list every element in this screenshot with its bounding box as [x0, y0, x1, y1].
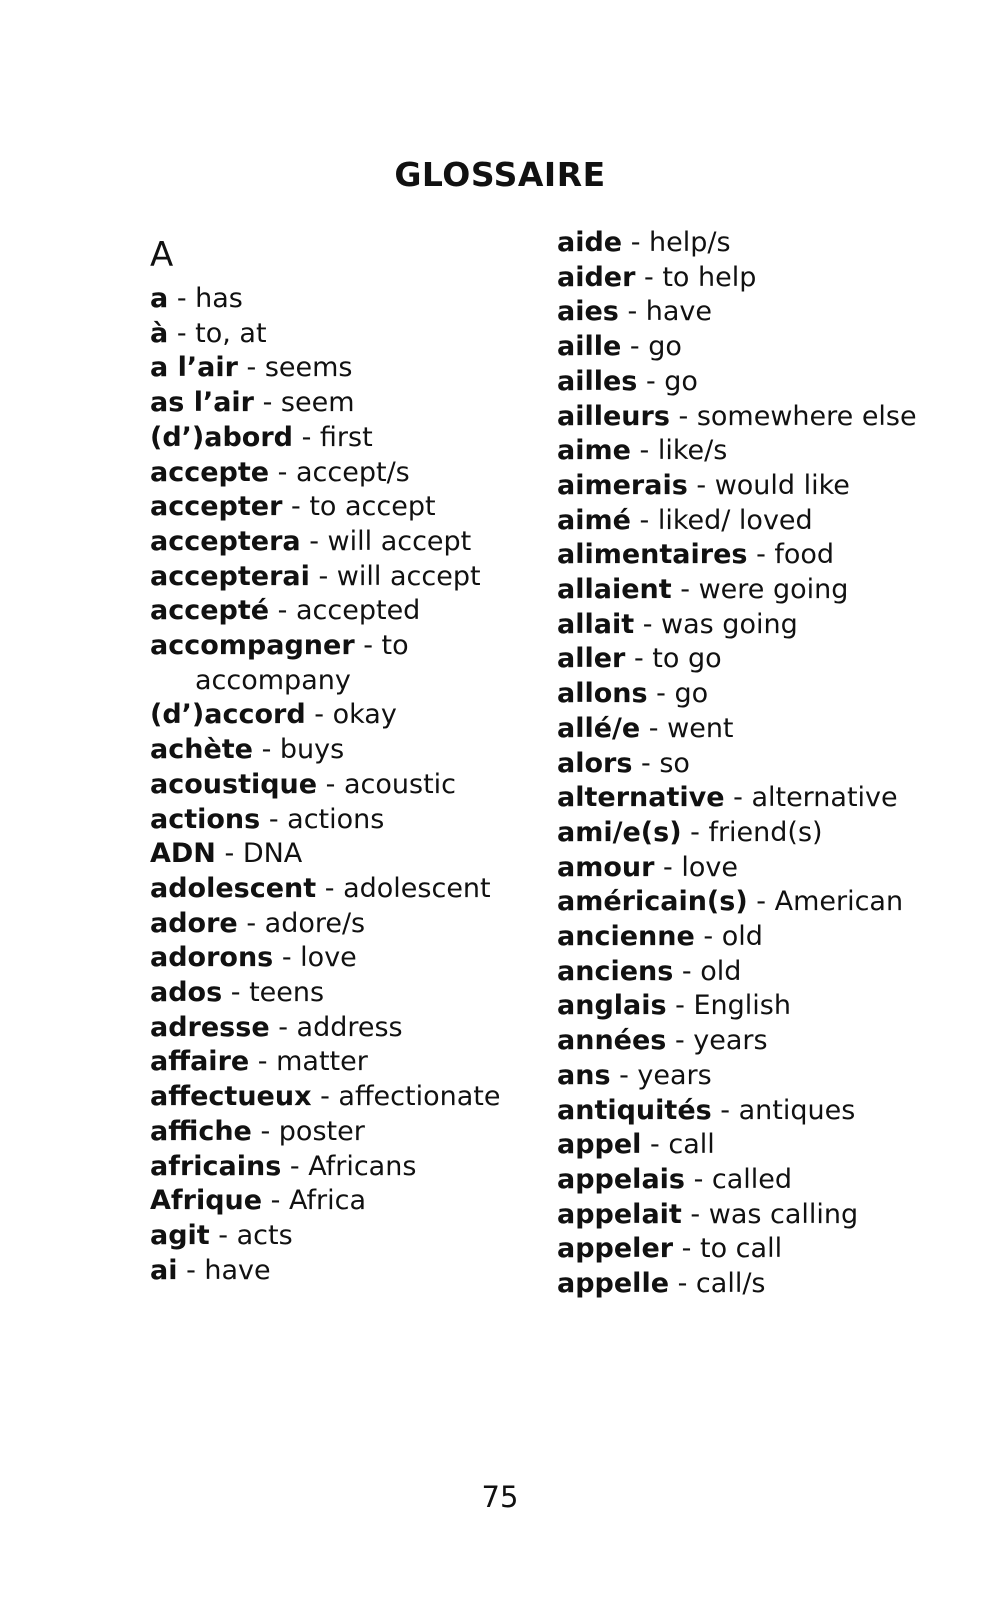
- glossary-entry: [150, 1150, 570, 1185]
- glossary-term: alors: [557, 747, 633, 779]
- glossary-entry: [557, 538, 977, 573]
- glossary-definition: - first: [293, 421, 373, 453]
- glossary-term: ans: [557, 1059, 611, 1091]
- glossary-definition: - liked/ loved: [630, 504, 813, 536]
- glossary-entry: [150, 976, 570, 1011]
- glossary-entry: [150, 733, 570, 768]
- glossary-definition: - so: [632, 747, 690, 779]
- glossary-definition: - would like: [687, 469, 850, 501]
- glossary-entry: [150, 698, 570, 733]
- glossary-term: adore: [150, 907, 238, 939]
- glossary-entry: [557, 920, 977, 955]
- glossary-term: ailleurs: [557, 400, 670, 432]
- glossary-entry: [150, 351, 570, 386]
- glossary-definition: - has: [168, 283, 243, 314]
- glossary-term: appelais: [557, 1163, 685, 1195]
- glossary-entry: [557, 1059, 977, 1094]
- glossary-entry: [150, 456, 570, 491]
- glossary-entry: [557, 573, 977, 608]
- glossary-entry: [150, 941, 570, 976]
- glossary-term: ai: [150, 1254, 178, 1286]
- glossary-definition: - to call: [673, 1233, 783, 1265]
- glossary-term: anciens: [557, 955, 674, 987]
- glossary-term: aide: [557, 227, 623, 258]
- glossary-entry: [557, 989, 977, 1024]
- glossary-term: acceptera: [150, 525, 301, 557]
- glossary-definition: - years: [666, 1025, 768, 1057]
- glossary-term: adorons: [150, 942, 274, 974]
- glossary-entry: [557, 400, 977, 435]
- glossary-term: ados: [150, 977, 223, 1009]
- section-letter: A: [150, 235, 174, 275]
- glossary-definition: - poster: [251, 1115, 365, 1147]
- glossary-term: adresse: [150, 1011, 270, 1043]
- glossary-term: adolescent: [150, 872, 317, 904]
- glossary-term: allons: [557, 678, 648, 710]
- glossary-definition: - food: [747, 539, 835, 571]
- glossary-term: allé/e: [557, 712, 641, 744]
- glossary-term: appel: [557, 1129, 642, 1161]
- glossary-definition: - seems: [237, 352, 353, 384]
- glossary-entry: [557, 1094, 977, 1129]
- glossary-definition: - love: [654, 851, 738, 883]
- glossary-term: aimerais: [557, 469, 688, 501]
- glossary-entry: [150, 768, 570, 803]
- glossary-definition: - buys: [252, 734, 345, 766]
- glossary-entry: [557, 1163, 977, 1198]
- glossary-term: affiche: [150, 1115, 252, 1147]
- glossary-definition: - actions: [260, 803, 385, 835]
- glossary-entry: [557, 1198, 977, 1233]
- glossary-definition: - to go: [625, 643, 722, 675]
- glossary-entry: [150, 872, 570, 907]
- glossary-entry: [557, 1128, 977, 1163]
- glossary-term: antiquités: [557, 1094, 712, 1126]
- glossary-entry: [150, 629, 570, 698]
- glossary-definition: - American: [747, 886, 904, 918]
- glossary-term: américain(s): [557, 886, 748, 918]
- glossary-entry: [557, 226, 977, 261]
- glossary-entry: [557, 365, 977, 400]
- glossary-definition: - seem: [254, 387, 355, 419]
- glossary-entry: [557, 816, 977, 851]
- glossary-entry: [557, 261, 977, 296]
- glossary-definition: - okay: [305, 699, 397, 731]
- glossary-entry: [150, 525, 570, 560]
- glossary-term: aies: [557, 296, 619, 328]
- glossary-definition: - adolescent: [316, 872, 491, 904]
- glossary-term: alimentaires: [557, 539, 748, 571]
- glossary-term: (d’)abord: [150, 421, 294, 453]
- page-title: GLOSSAIRE: [394, 155, 606, 194]
- left-entry-list: [150, 282, 570, 1288]
- glossary-entry: [150, 421, 570, 456]
- glossary-definition: - adore/s: [237, 907, 366, 939]
- glossary-definition: - old: [694, 921, 763, 953]
- glossary-definition: - have: [618, 296, 713, 328]
- glossary-entry: [557, 677, 977, 712]
- glossary-entry: [557, 1232, 977, 1267]
- glossary-entry: [150, 317, 570, 352]
- glossary-definition: - call: [641, 1129, 715, 1161]
- glossary-term: affaire: [150, 1046, 250, 1078]
- glossary-term: as l’air: [150, 387, 254, 419]
- glossary-definition: - to accompany: [195, 630, 409, 696]
- glossary-term: aille: [557, 331, 622, 363]
- glossary-entry: [557, 885, 977, 920]
- glossary-definition: - address: [269, 1011, 403, 1043]
- glossary-entry: [150, 1080, 570, 1115]
- glossary-term: accepterai: [150, 560, 310, 592]
- glossary-term: a l’air: [150, 352, 238, 384]
- glossary-definition: - English: [666, 990, 791, 1022]
- glossary-definition: - Africa: [262, 1185, 366, 1217]
- glossary-definition: - go: [621, 331, 682, 363]
- glossary-term: ancienne: [557, 921, 695, 953]
- glossary-definition: - call/s: [669, 1268, 766, 1300]
- glossary-term: allaient: [557, 574, 672, 606]
- glossary-definition: - somewhere else: [669, 400, 917, 432]
- glossary-definition: - old: [673, 955, 742, 987]
- glossary-definition: - was calling: [681, 1198, 859, 1230]
- glossary-term: Afrique: [150, 1185, 263, 1217]
- right-entry-list: [557, 226, 977, 1302]
- glossary-definition: - to help: [635, 261, 757, 293]
- glossary-definition: - acts: [209, 1219, 293, 1251]
- glossary-term: acoustique: [150, 768, 318, 800]
- glossary-definition: - will accept: [309, 560, 481, 592]
- glossary-term: a: [150, 283, 169, 314]
- glossary-entry: [557, 955, 977, 990]
- glossary-left-column: [150, 230, 570, 1288]
- glossary-entry: [150, 837, 570, 872]
- glossary-term: agit: [150, 1219, 210, 1251]
- glossary-entry: [557, 504, 977, 539]
- glossary-term: accepté: [150, 595, 270, 627]
- glossary-entry: [150, 1011, 570, 1046]
- glossary-definition: - go: [637, 365, 698, 397]
- glossary-definition: - accept/s: [269, 456, 410, 488]
- glossary-term: achète: [150, 734, 253, 766]
- glossary-entry: [150, 1045, 570, 1080]
- glossary-entry: [150, 1254, 570, 1289]
- glossary-entry: [557, 330, 977, 365]
- glossary-definition: - DNA: [215, 838, 303, 870]
- glossary-definition: - went: [640, 712, 734, 744]
- glossary-entry: [150, 490, 570, 525]
- glossary-entry: [557, 1024, 977, 1059]
- glossary-definition: - friend(s): [681, 816, 823, 848]
- glossary-entry: [557, 712, 977, 747]
- glossary-definition: - teens: [222, 977, 325, 1009]
- glossary-definition: - have: [177, 1254, 271, 1286]
- glossary-entry: [557, 642, 977, 677]
- glossary-right-column: [557, 226, 977, 1302]
- glossary-term: aller: [557, 643, 626, 675]
- glossary-term: (d’)accord: [150, 699, 306, 731]
- glossary-entry: [150, 1115, 570, 1150]
- glossary-definition: - Africans: [281, 1150, 417, 1182]
- glossary-entry: [150, 560, 570, 595]
- glossary-term: appelait: [557, 1198, 682, 1230]
- glossary-definition: - accepted: [269, 595, 421, 627]
- glossary-entry: [557, 295, 977, 330]
- glossary-term: affectueux: [150, 1081, 312, 1113]
- glossary-definition: - help/s: [622, 227, 731, 258]
- glossary-entry: [150, 1219, 570, 1254]
- glossary-definition: - called: [685, 1163, 793, 1195]
- glossary-entry: [557, 1267, 977, 1302]
- glossary-definition: - to accept: [282, 491, 436, 523]
- glossary-term: aimé: [557, 504, 631, 536]
- glossary-term: allait: [557, 608, 635, 640]
- glossary-term: à: [150, 317, 169, 349]
- glossary-term: aime: [557, 435, 631, 467]
- glossary-definition: - will accept: [300, 525, 472, 557]
- glossary-term: ADN: [150, 838, 216, 870]
- glossary-term: alternative: [557, 782, 725, 814]
- glossary-term: aider: [557, 261, 636, 293]
- glossary-entry: [557, 434, 977, 469]
- glossary-definition: - to, at: [168, 317, 267, 349]
- glossary-entry: [150, 282, 570, 317]
- glossary-term: ailles: [557, 365, 638, 397]
- glossary-term: africains: [150, 1150, 282, 1182]
- glossary-definition: - acoustic: [317, 768, 457, 800]
- glossary-term: amour: [557, 851, 655, 883]
- glossary-definition: - years: [610, 1059, 712, 1091]
- glossary-term: années: [557, 1025, 667, 1057]
- glossary-definition: - go: [647, 678, 709, 710]
- glossary-term: appelle: [557, 1268, 670, 1300]
- glossary-entry: [150, 907, 570, 942]
- glossary-entry: [557, 851, 977, 886]
- glossary-term: ami/e(s): [557, 816, 682, 848]
- glossary-entry: [150, 1184, 570, 1219]
- glossary-entry: [557, 469, 977, 504]
- glossary-entry: [557, 747, 977, 782]
- glossary-entry: [150, 594, 570, 629]
- glossary-entry: [150, 386, 570, 421]
- glossary-entry: [557, 608, 977, 643]
- glossary-definition: - matter: [249, 1046, 368, 1078]
- glossary-term: actions: [150, 803, 261, 835]
- glossary-definition: - love: [273, 942, 357, 974]
- glossary-definition: - alternative: [724, 782, 898, 814]
- glossary-definition: - affectionate: [311, 1081, 501, 1113]
- glossary-term: accompagner: [150, 630, 355, 662]
- glossary-definition: - antiques: [711, 1094, 856, 1126]
- glossary-term: accepter: [150, 491, 283, 523]
- glossary-definition: - was going: [634, 608, 798, 640]
- glossary-entry: [150, 803, 570, 838]
- glossary-definition: - were going: [671, 574, 849, 606]
- glossary-term: appeler: [557, 1233, 674, 1265]
- glossary-term: accepte: [150, 456, 270, 488]
- page-number: 75: [481, 1480, 519, 1514]
- glossary-definition: - like/s: [630, 435, 728, 467]
- glossary-term: anglais: [557, 990, 667, 1022]
- glossary-entry: [557, 781, 977, 816]
